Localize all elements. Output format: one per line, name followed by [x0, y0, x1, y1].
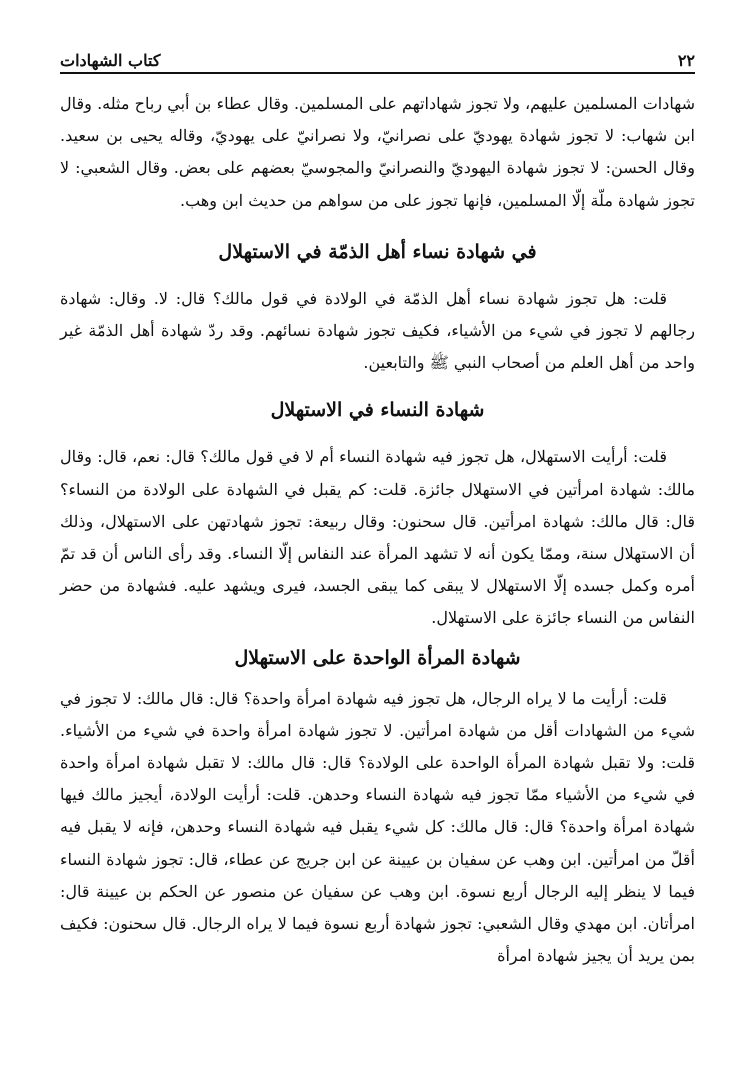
header-divider: [60, 72, 695, 74]
section-paragraph: قلت: هل تجوز شهادة نساء أهل الذمّة في الولادة في قول مالك؟ قال: لا. وقال: شهادة رجالهم لا تجوز في شيء من الأشياء، فكيف تجوز شهادة نسائهم. وقد ردّ شهادة أهل الذمّة غير واحد من أهل العلم من أصحاب النبي ﷺ والتابعين.: [60, 288, 695, 373]
intro-paragraph: شهادات المسلمين عليهم، ولا تجوز شهاداتهم على المسلمين. وقال عطاء بن أبي رباح مثله. وقال ابن شهاب: لا تجوز شهادة يهوديّ على نصرانيّ، ولا نصرانيّ على يهوديّ، وقاله يحيى بن سعيد. وقال الحسن: لا تجوز شهادة اليهوديّ والنصرانيّ والمجوسيّ بعضهم على بعض. وقال الشعبي: لا تجوز شهادة ملّة إلّا المسلمين، فإنها تجوز على من سواهم من حديث ابن وهب.: [60, 94, 695, 210]
section-paragraph: قلت: أرأيت الاستهلال، هل تجوز فيه شهادة النساء أم لا في قول مالك؟ قال: نعم، قال: وقال مالك: شهادة امرأتين في الاستهلال جائزة. قلت: كم يقبل في الشهادة على الولادة من النساء؟ قال: قال مالك: شهادة امرأتين. قال سحنون: وقال ربيعة: تجوز شهادتهن على الاستهلال، وذلك أن الاستهلال سنة، وممّا يكون أنه لا تشهد المرأة عند النفاس إلّا النساء. وقد رأى الناس أن قد تمّ أمره وكمل جسده إلّا الاستهلال لا يبقى كما يبقى الجسد، فيرى ويشهد عليه. فشهادة من حضر النفاس من النساء جائزة على الاستهلال.: [60, 447, 695, 628]
book-title: كتاب الشهادات: [60, 51, 161, 70]
running-header: [60, 40, 695, 70]
section-heading-single-woman: شهادة المرأة الواحدة على الاستهلال: [234, 646, 521, 669]
section-paragraph: قلت: أرأيت ما لا يراه الرجال، هل تجوز فيه شهادة امرأة واحدة؟ قال: قال مالك: لا تجوز في شيء من الشهادات أقل من شهادة امرأتين. لا تجوز شهادة امرأة واحدة في شيء من الأشياء. قلت: ولا تقبل شهادة المرأة الواحدة على الولادة؟ قال: قال مالك: لا تقبل شهادة امرأة واحدة في شيء من الأشياء ممّا تجوز فيه شهادة النساء وحدهن. قلت: أرأيت الولادة، أيجيز مالك فيها شهادة امرأة واحدة؟ قال: قال مالك: كل شيء يقبل فيه شهادة النساء وحدهن، فإنه لا يقبل فيه أقلّ من امرأتين. ابن وهب عن سفيان بن عيينة عن ابن جريج عن عطاء، قال: تجوز شهادة النساء فيما لا ينظر إليه الرجال أربع نسوة. ابن وهب عن سفيان عن منصور عن الحكم بن عيينة قال: امرأتان. ابن مهدي وقال الشعبي: تجوز شهادة أربع نسوة فيما لا يراه الرجال. قال سحنون: فكيف بمن يريد أن يجيز شهادة امرأة: [60, 688, 695, 966]
page-body: [60, 88, 695, 972]
section-heading-dhimmi-women: في شهادة نساء أهل الذمّة في الاستهلال: [218, 240, 537, 263]
section-heading-women-testimony: شهادة النساء في الاستهلال: [270, 399, 485, 422]
page-number: ٢٢: [677, 51, 695, 70]
